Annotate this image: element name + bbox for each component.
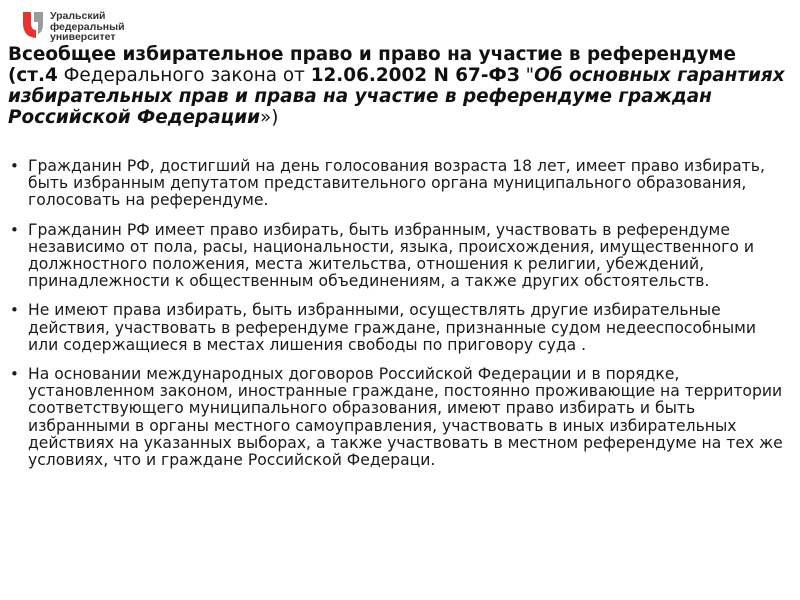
bullet-icon: •: [10, 220, 19, 239]
logo-line-1: Уральский: [50, 10, 106, 22]
logo-text: [50, 11, 125, 43]
bullet-icon: •: [10, 157, 19, 175]
law-code: ФЗ: [488, 65, 520, 86]
logo-line-2: федеральный: [50, 20, 125, 33]
law-quote-open: ": [519, 65, 535, 86]
university-logo: [22, 10, 125, 43]
law-open-paren: (ст.: [8, 65, 45, 86]
logo-line-3: университет: [50, 31, 116, 43]
bullet-text: На основании международных договоров Российской Федерации и в порядке, установленном законом, иностранные граждане, постоянно проживающие на территории соответствующего муниципального образования, имеют право избирать и быть избранными в органы местного самоуправления, участвовать в иных избирательных действиях на указанных выборах, а также участвовать в местном референдуме на тех же условиях, что и граждане Российской Федераци.: [28, 365, 783, 470]
law-prefix: Федерального закона от: [57, 65, 311, 86]
list-item: [8, 366, 788, 469]
urfu-logo-icon: [22, 10, 44, 40]
slide-title: Всеобщее избирательное право и право на участие в референдуме: [8, 44, 737, 65]
article-number: 4: [44, 65, 58, 86]
bullet-icon: •: [10, 301, 19, 320]
law-date: 12.06.2002 N 67-: [310, 65, 489, 86]
list-item: [8, 222, 788, 291]
slide-heading: [8, 44, 788, 128]
bullet-text: Гражданин РФ, достигший на день голосования возраста 18 лет, имеет право избирать, быть избранным депутатом представительного органа муниципального образования, голосовать на референдуме.: [28, 157, 765, 210]
bullet-icon: •: [10, 365, 19, 384]
law-name: Об основных гарантиях избирательных прав и права на участие в референдуме граждан Российской Федерации: [8, 65, 785, 128]
law-reference: [8, 65, 788, 128]
list-item: [8, 302, 788, 354]
law-close: »): [260, 107, 279, 128]
list-item: [8, 158, 788, 210]
bullet-list: [8, 158, 788, 481]
bullet-text: Не имеют права избирать, быть избранными, осуществлять другие избирательные действия, участвовать в референдуме граждане, признанные судом недееспособными или содержащиеся в местах лишения свободы по приговору суда .: [28, 301, 757, 354]
bullet-text: Гражданин РФ имеет право избирать, быть избранным, участвовать в референдуме независимо от пола, расы, национальности, языка, происхождения, имущественного и должностного положения, места жительства, отношения к религии, убеждений, принадлежности к общественным объединениям, а также других обстоятельств.: [28, 220, 754, 291]
